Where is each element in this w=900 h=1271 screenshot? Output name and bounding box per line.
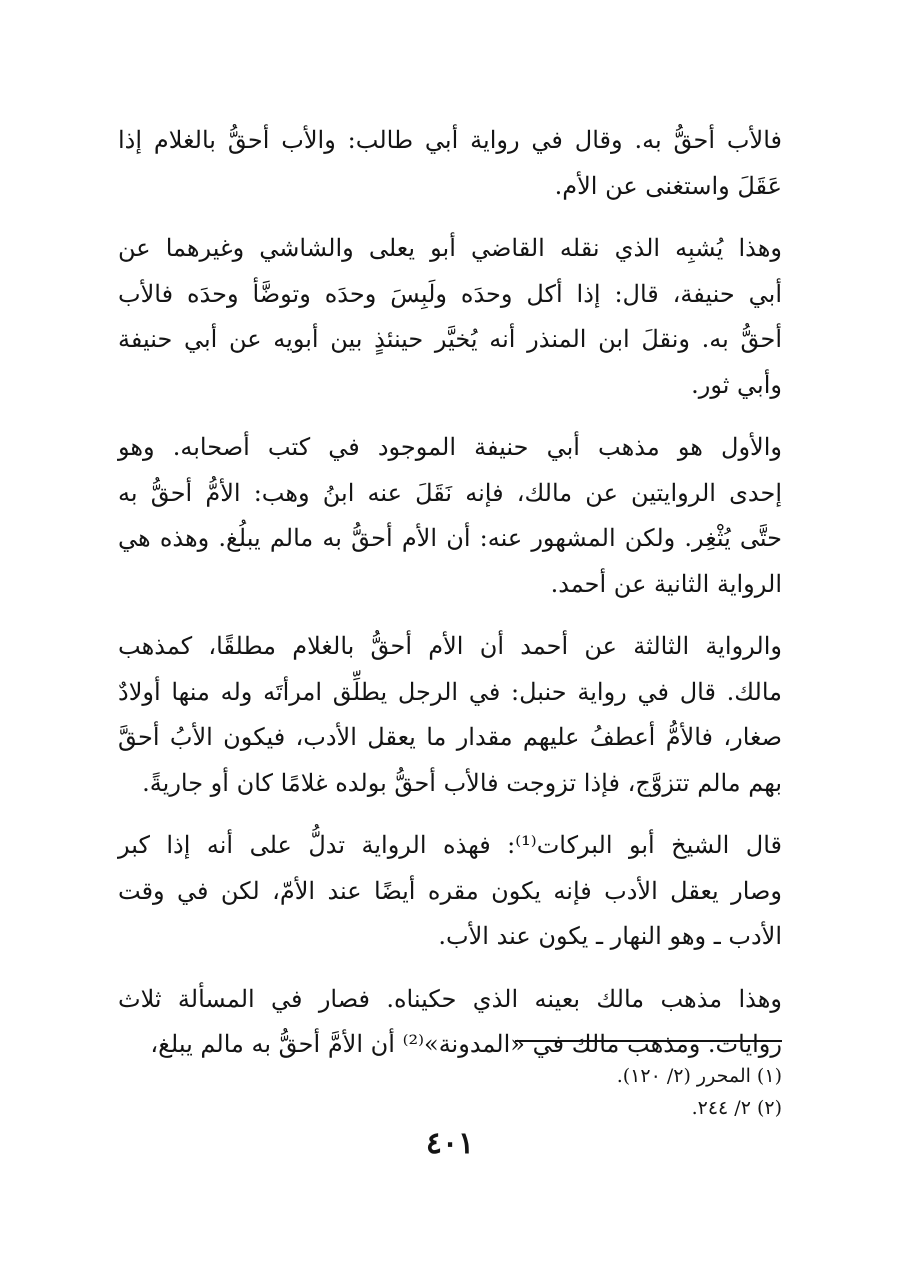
text-line: الرواية الثانية عن أحمد. (550, 569, 782, 598)
paragraph-4 (118, 624, 782, 806)
footnotes (362, 1060, 782, 1124)
text-line: وأبي ثور. (691, 370, 782, 399)
text-line: بهم مالم تتزوَّج، فإذا تزوجت فالأب أحقُّ بولده غلامًا كان أو جاريةً. (142, 768, 782, 797)
text-line: روايات. ومذهب مالك في «المدونة»⁽²⁾ أن الأمَّ أحقُّ به مالم يبلغ، (150, 1030, 782, 1058)
paragraph-3 (118, 425, 782, 607)
paragraph-6 (118, 977, 782, 1068)
page-body (118, 118, 782, 1085)
footnote-divider (515, 1040, 782, 1042)
text-line: والأول هو مذهب أبي حنيفة الموجود في كتب أصحابه. وهو (118, 433, 782, 461)
text-line: وصار يعقل الأدب فإنه يكون مقره أيضًا عند الأمّ، لكن في وقت (118, 876, 782, 905)
text-line: وهذا مذهب مالك بعينه الذي حكيناه. فصار في المسألة ثلاث (118, 984, 782, 1013)
text-line: أحقُّ به. ونقلَ ابن المنذر أنه يُخيَّر حينئذٍ بين أبويه عن أبي حنيفة (118, 325, 782, 353)
text-line: والرواية الثالثة عن أحمد أن الأم أحقُّ بالغلام مطلقًا، كمذهب (118, 632, 782, 660)
text-line: وهذا يُشبِه الذي نقله القاضي أبو يعلى والشاشي وغيرهما عن (118, 234, 782, 262)
paragraph-1 (118, 118, 782, 209)
page-number: ٤٠١ (425, 1126, 475, 1161)
text-line: عَقَلَ واستغنى عن الأم. (554, 171, 782, 200)
text-line: مالك. قال في رواية حنبل: في الرجل يطلِّق امرأتَه وله منها أولادٌ (118, 677, 782, 706)
text-line: الأدب ـ وهو النهار ـ يكون عند الأب. (438, 922, 782, 950)
text-line: أبي حنيفة، قال: إذا أكل وحدَه ولَبِسَ وحدَه وتوضَّأ وحدَه فالأب (118, 279, 782, 308)
text-line: قال الشيخ أبو البركات⁽¹⁾: فهذه الرواية تدلُّ على أنه إذا كبر (118, 831, 783, 859)
footnote-1: (١) المحرر (٢/ ١٢٠). (616, 1065, 782, 1087)
text-line: إحدى الروايتين عن مالك، فإنه نَقَلَ عنه ابنُ وهب: الأمُّ أحقُّ به (118, 478, 782, 507)
paragraph-5 (118, 823, 782, 960)
footnote-2: (٢) ٢/ ٢٤٤. (691, 1097, 782, 1119)
text-line: صغار، فالأمُّ أعطفُ عليهم مقدار ما يعقل الأدب، فيكون الأبُ أحقَّ (118, 723, 782, 751)
text-line: فالأب أحقُّ به. وقال في رواية أبي طالب: والأب أحقُّ بالغلام إذا (118, 126, 782, 154)
paragraph-2 (118, 226, 782, 408)
text-line: حتَّى يُثْغِر. ولكن المشهور عنه: أن الأم أحقُّ به مالم يبلُغ. وهذه هي (118, 524, 782, 552)
